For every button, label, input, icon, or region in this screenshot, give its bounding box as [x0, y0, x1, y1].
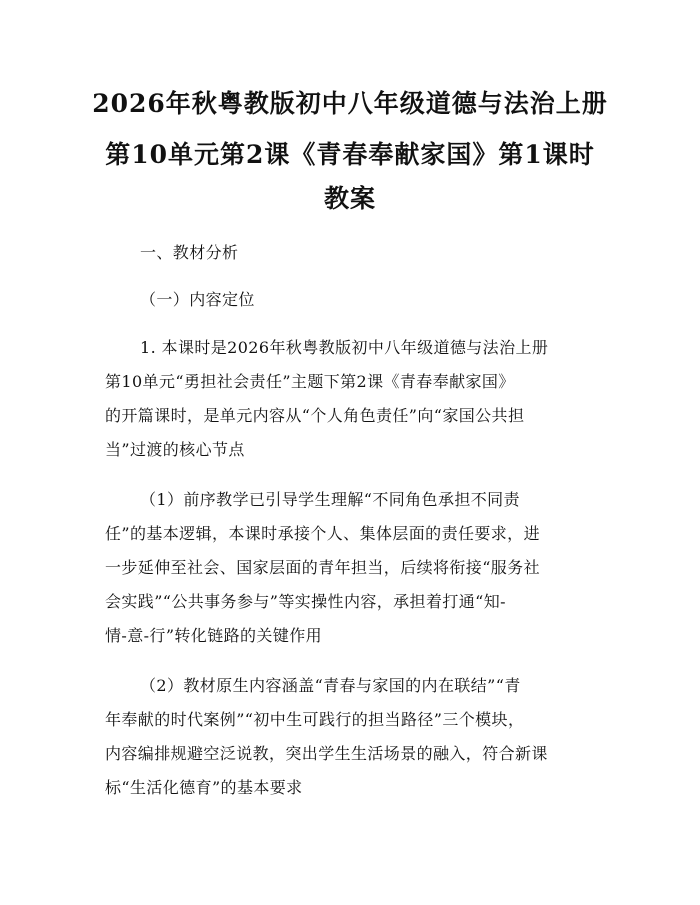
paragraph-3-line-2: 年奉献的时代案例”“初中生可践行的担当路径”三个模块， — [105, 710, 525, 729]
paragraph-1-line-4: 当”过渡的核心节点 — [105, 440, 245, 459]
paragraph-2-line-1: （1）前序教学已引导学生理解“不同角色承担不同责 — [140, 490, 520, 509]
document-title-line-3: 教案 — [323, 184, 376, 213]
paragraph-3-line-3: 内容编排规避空泛说教，突出学生生活场景的融入，符合新课 — [105, 744, 548, 763]
paragraph-2-line-3: 一步延伸至社会、国家层面的青年担当，后续将衔接“服务社 — [105, 558, 540, 577]
paragraph-3-line-1: （2）教材原生内容涵盖“青春与家国的内在联结”“青 — [140, 676, 521, 695]
paragraph-1-line-2: 第10单元“勇担社会责任”主题下第2课《青春奉献家国》 — [105, 372, 515, 391]
document-title-line-1: 2026年秋粤教版初中八年级道德与法治上册 — [92, 89, 608, 118]
section-heading: 一、教材分析 — [140, 243, 239, 262]
paragraph-3-line-4: 标“生活化德育”的基本要求 — [105, 778, 303, 797]
paragraph-1-line-1: 1. 本课时是2026年秋粤教版初中八年级道德与法治上册 — [140, 338, 549, 357]
document-title-line-2: 第10单元第2课《青春奉献家国》第1课时 — [105, 140, 595, 169]
paragraph-2-line-4: 会实践”“公共事务参与”等实操性内容，承担着打通“知- — [105, 592, 506, 611]
paragraph-2-line-2: 任”的基本逻辑，本课时承接个人、集体层面的责任要求，进 — [105, 524, 540, 543]
subsection-heading: （一）内容定位 — [140, 290, 255, 309]
paragraph-2-line-5: 情-意-行”转化链路的关键作用 — [105, 626, 322, 645]
paragraph-1-line-3: 的开篇课时，是单元内容从“个人角色责任”向“家国公共担 — [105, 406, 525, 425]
